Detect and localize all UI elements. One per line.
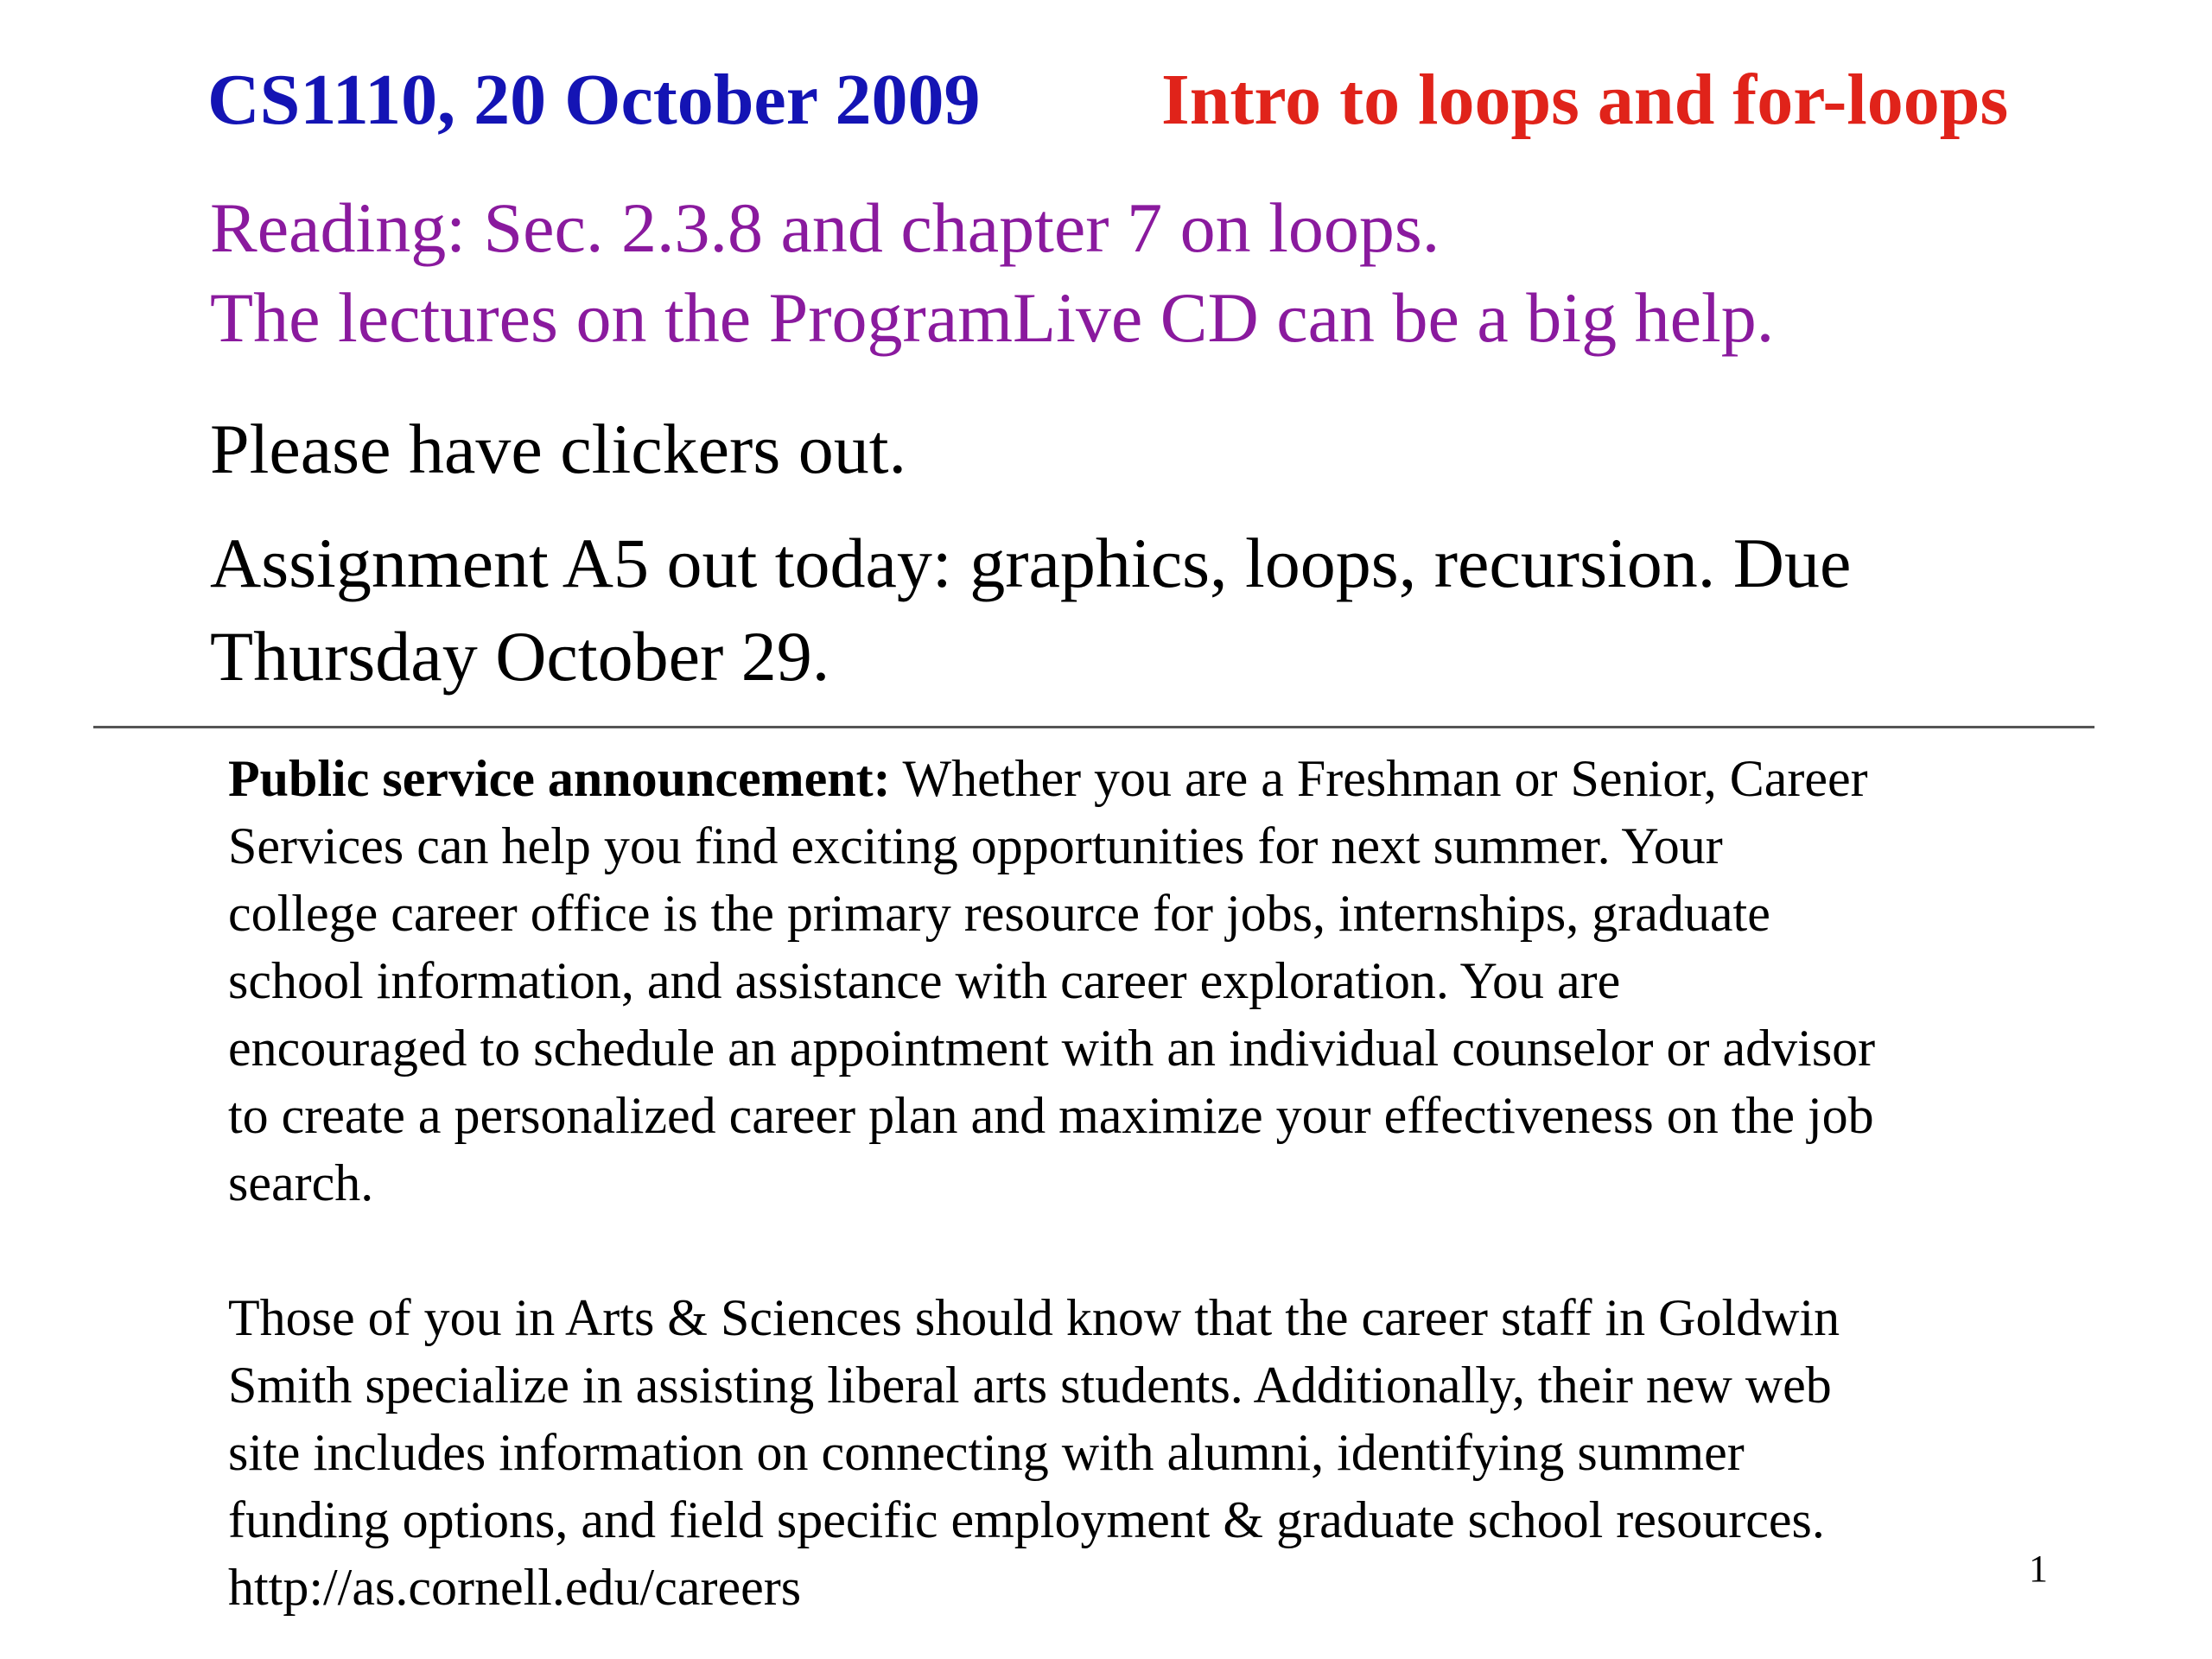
assignment-line-1: Assignment A5 out today: graphics, loops, recursion. Due — [210, 524, 1852, 602]
slide-course-date-title: CS1110, 20 October 2009 — [207, 60, 981, 140]
section-divider — [93, 726, 2094, 728]
psa-line: funding options, and field specific employment & graduate school resources. — [228, 1491, 1825, 1548]
psa-line — [228, 745, 2077, 812]
page-number: 1 — [2029, 1548, 2048, 1590]
psa-line: site includes information on connecting with alumni, identifying summer — [228, 1424, 1745, 1481]
clickers-notice: Please have clickers out. — [210, 410, 907, 488]
psa-line: school information, and assistance with career exploration. You are — [228, 952, 1621, 1009]
psa-line: college career office is the primary resource for jobs, internships, graduate — [228, 885, 1770, 942]
reading-notice — [210, 183, 1774, 363]
psa-line-1-text: Whether you are a Freshman or Senior, Career — [890, 750, 1868, 807]
psa-line: encouraged to schedule an appointment with an individual counselor or advisor — [228, 1020, 1876, 1077]
psa-line: Those of you in Arts & Sciences should know that the career staff in Goldwin — [228, 1289, 1840, 1346]
psa-line: Services can help you find exciting opportunities for next summer. Your — [228, 817, 1723, 874]
psa-label: Public service announcement: — [228, 750, 891, 807]
public-service-announcement — [228, 745, 2077, 1621]
reading-line-2: The lectures on the ProgramLive CD can be a big help. — [210, 278, 1775, 357]
psa-line: to create a personalized career plan and maximize your effectiveness on the job — [228, 1087, 1874, 1144]
reading-line-1: Reading: Sec. 2.3.8 and chapter 7 on loops. — [210, 188, 1440, 267]
assignment-notice — [210, 517, 2068, 703]
slide-topic-title: Intro to loops and for-loops — [1161, 60, 2009, 140]
psa-line: search. — [228, 1154, 374, 1211]
assignment-line-2: Thursday October 29. — [210, 617, 830, 696]
careers-url[interactable]: http://as.cornell.edu/careers — [228, 1559, 802, 1616]
psa-line: Smith specialize in assisting liberal arts students. Additionally, their new web — [228, 1357, 1832, 1414]
paragraph-gap — [228, 1217, 2077, 1284]
